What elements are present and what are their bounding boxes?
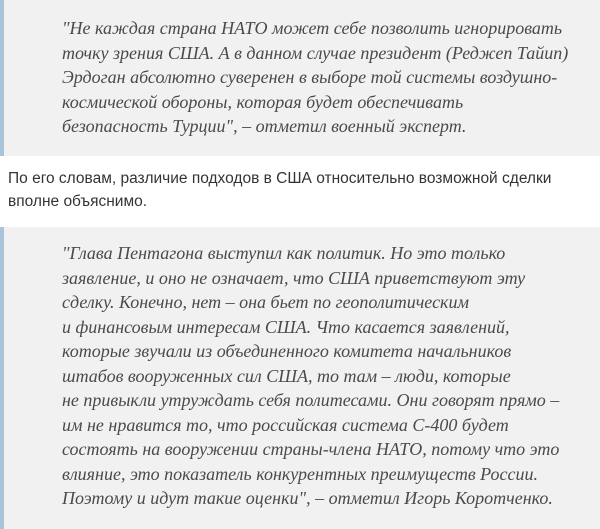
quote-line: Поэтому и идут такие оценки", – отметил Игорь Коротченко. [62,488,553,508]
quote-line: штабов вооруженных сил США, то там – люди, которые [62,365,511,386]
quote-line: Эрдоган абсолютно суверенен в выборе той системы воздушно- [62,67,558,87]
quote-line: точку зрения США. А в данном случае президент (Реджеп Тайип) [62,42,569,63]
quote-line: "Глава Пентагона выступил как политик. Но это только [62,243,506,263]
body-paragraph [8,167,590,213]
quote-line: и финансовым интересам США. Что касается заявлений, [62,316,510,337]
quote-text [62,241,586,511]
quote-line: влияние, это показатель конкурентных преимуществ России. [62,463,538,484]
paragraph-line: вполне объяснимо. [8,193,148,210]
quote-line: им не нравится то, что российская система С-400 будет [62,414,509,435]
quote-line: безопасность Турции", – отметил военный эксперт. [62,116,467,136]
quote-line: космической обороны, которая будет обеспечивать [62,91,464,112]
paragraph-line: По его словам, различие подходов в США относительно возможной сделки [8,170,552,187]
blockquote-nato-opinion [0,0,600,156]
quote-line: "Не каждая страна НАТО может себе позволить игнорировать [62,18,563,38]
quote-line: сделку. Конечно, нет – она бьет по геополитическим [62,292,469,312]
quote-line: которые звучали из объединенного комитета начальников [62,341,512,361]
quote-line: состоять на вооружении страны-члена НАТО, потому что это [62,439,560,459]
quote-line: заявление, и оно не означает, что США приветствуют эту [62,267,526,288]
quote-text [62,16,586,139]
blockquote-korotchenko [0,227,600,529]
quote-line: не привыкли утруждать себя политесами. Они говорят прямо – [62,390,560,410]
